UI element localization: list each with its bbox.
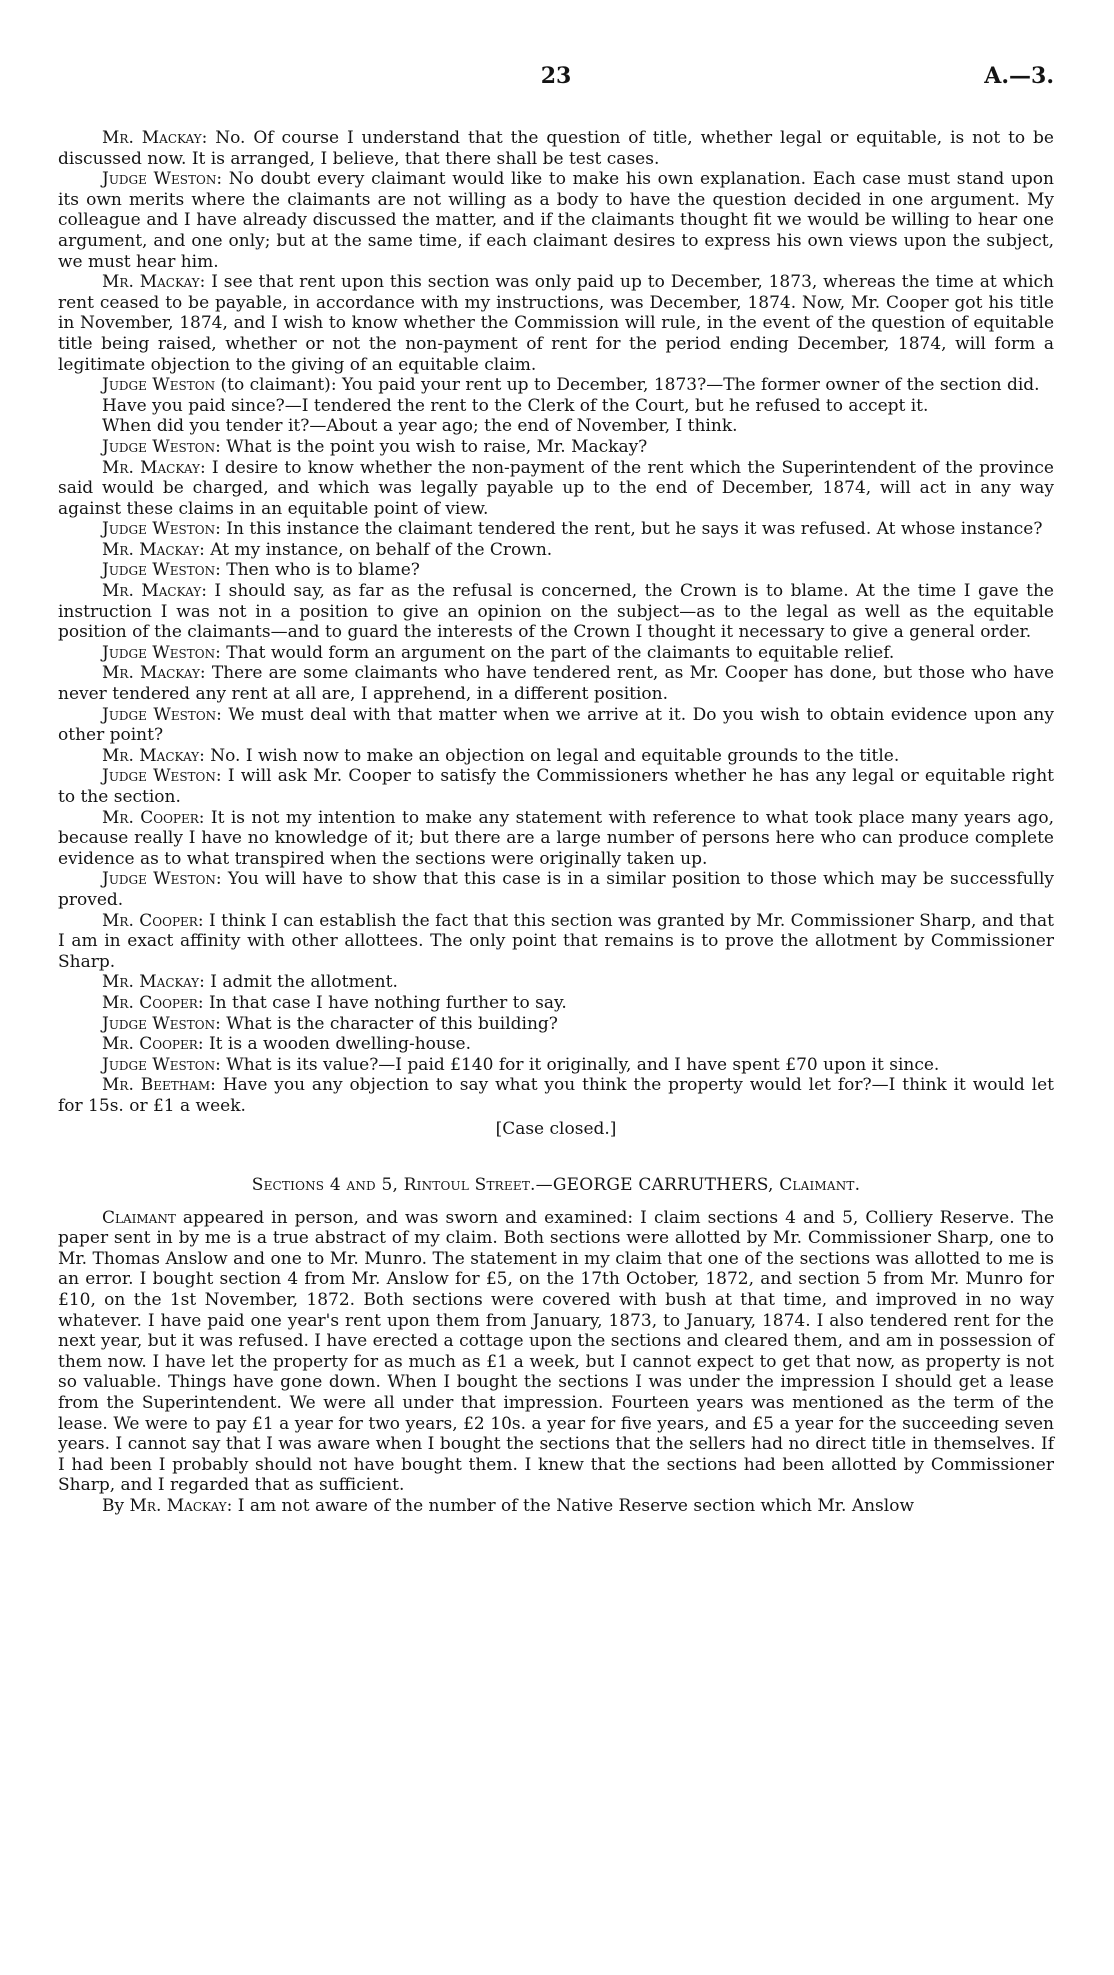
speaker-name: Mr. Mackay: [129, 1496, 227, 1516]
paragraph-text: Then who is to blame?: [226, 560, 420, 581]
paragraph-text: At my instance, on behalf of the Crown.: [210, 539, 553, 560]
speaker-separator: :: [215, 1054, 227, 1075]
speaker-name: Mr. Cooper: [102, 1034, 198, 1055]
paragraph-text: No. Of course I understand that the question of title, whether legal or equitable, is not to be discussed now. It is arranged, I believe, that there shall be test cases.: [58, 128, 1054, 169]
paragraph-text: Have you paid since?—I tendered the rent to the Clerk of the Court, but he refused to accept it.: [102, 395, 929, 416]
paragraph: [58, 416, 1054, 437]
paragraph: [58, 396, 1054, 417]
speaker-name: Mr. Mackay: [102, 272, 200, 293]
paragraph: [58, 272, 1054, 375]
section-heading-prefix: Sections 4 and 5, Rintoul Street.—: [251, 1175, 553, 1196]
paragraph-text: appeared in person, and was sworn and examined: I claim sections 4 and 5, Colliery Reserve. The paper sent in by me is a true abstract of my claim. Both sections were allotted by Mr. Commissioner Sharp, one to Mr. Thomas Anslow and one to Mr. Munro. The statement in my claim that one of the sections was allotted to me is an error. I bought section 4 from Mr. Anslow for £5, on the 17th October, 1872, and section 5 from Mr. Munro for £10, on the 1st November, 1872. Both sections were covered with bush at that time, and improved in no way whatever. I have paid one year's rent upon them from January, 1873, to January, 1874. I also tendered rent for the next year, but it was refused. I have erected a cottage upon the sections and cleared them, and am in possession of them now. I have let the property for as much as £1 a week, but I cannot expect to get that now, as property is not so valuable. Things have gone down. When I bought the sections I was under the impression I should get a lease from the Superintendent. We were all under that impression. Fourteen years was mentioned as the term of the lease. We were to pay £1 a year for two years, £2 10s. a year for five years, and £5 a year for the succeeding seven years. I cannot say that I was aware when I bought the sections that the sellers had no direct title in themselves. If I had been I probably should not have bought them. I knew that the sections had been allotted by Commissioner Sharp, and I regarded that as sufficient.: [58, 1207, 1054, 1496]
paragraph: [58, 458, 1054, 520]
speaker-separator: :: [201, 128, 216, 148]
speaker-name: Judge Weston: [102, 375, 216, 396]
speaker-name: Mr. Mackay: [102, 663, 200, 684]
speaker-name: Judge Weston: [102, 642, 216, 663]
speaker-name: Mr. Cooper: [102, 910, 198, 931]
speaker-separator: :: [199, 457, 212, 478]
speaker-name: Judge Weston: [102, 704, 217, 725]
paragraph-text: I will ask Mr. Cooper to satisfy the Commissioners whether he has any legal or equitable right to the section.: [58, 766, 1054, 807]
paragraph: [58, 705, 1054, 746]
paragraph: [58, 1034, 1054, 1055]
speaker-separator: :: [199, 663, 212, 684]
paragraph: [58, 560, 1054, 581]
speaker-name: Judge Weston: [102, 1013, 216, 1034]
speaker-separator: :: [201, 581, 215, 602]
document-reference: A.—3.: [984, 63, 1054, 89]
speaker-separator: :: [215, 436, 227, 457]
paragraph: [58, 1208, 1054, 1496]
speaker-separator: :: [215, 869, 228, 890]
speaker-name: Judge Weston: [102, 1054, 216, 1075]
speaker-name: Judge Weston: [102, 169, 217, 190]
paragraph-text: You will have to show that this case is in a similar position to those which may be successfully proved.: [58, 869, 1054, 910]
speaker-separator: :: [197, 910, 210, 931]
speaker-separator: :: [226, 1496, 238, 1516]
speaker-separator: (to claimant):: [215, 375, 342, 396]
speaker-name: Mr. Cooper: [102, 807, 199, 828]
paragraph-text: I should say, as far as the refusal is concerned, the Crown is to blame. At the time I gave the instruction I was not in a position to give an opinion on the subject—as to the legal as well as the equitable position of the claimants—and to guard the interests of the Crown I thought it necessary to give a general order.: [58, 581, 1054, 643]
paragraph-text: Have you any objection to say what you think the property would let for?—I think it would let for 15s. or £1 a week.: [58, 1075, 1054, 1116]
speaker-separator: :: [197, 992, 209, 1013]
speaker-name: Mr. Mackay: [102, 745, 200, 766]
paragraph-text: What is the character of this building?: [226, 1013, 558, 1034]
paragraph-text: No. I wish now to make an objection on legal and equitable grounds to the title.: [210, 745, 900, 766]
speaker-separator: :: [215, 519, 227, 540]
paragraph: [58, 1055, 1054, 1076]
speaker-separator: :: [215, 560, 227, 581]
paragraph: [58, 643, 1054, 664]
paragraph: [58, 540, 1054, 561]
speaker-name: Judge Weston: [102, 519, 216, 540]
speaker-separator: :: [199, 272, 212, 293]
document-page: [58, 63, 1055, 1517]
speaker-separator: :: [216, 169, 229, 190]
speaker-name: Judge Weston: [102, 560, 216, 581]
paragraph: [58, 766, 1054, 807]
paragraph: [58, 128, 1054, 169]
paragraph-prefix: By: [102, 1496, 130, 1516]
paragraph: [58, 1075, 1054, 1116]
paragraph-text: We must deal with that matter when we arrive at it. Do you wish to obtain evidence upon any other point?: [58, 704, 1054, 746]
paragraph-text: What is the point you wish to raise, Mr. Mackay?: [226, 436, 648, 457]
speaker-separator: :: [199, 972, 211, 993]
page-number: 23: [540, 63, 572, 89]
speaker-name: Mr. Mackay: [102, 539, 200, 560]
paragraph: [58, 437, 1054, 458]
paragraph-text: It is not my intention to make any statement with reference to what took place many years ago, because really I have no knowledge of it; but there are a large number of persons here who can produce complete evidence as to what transpired when the sections were originally taken up.: [58, 807, 1054, 869]
paragraph-text: I desire to know whether the non-payment of the rent which the Superintendent of the province said would be charged, and which was legally payable up to the end of December, 1874, will act in any way against these claims in an equitable point of view.: [58, 457, 1054, 519]
paragraph: [58, 911, 1054, 973]
speaker-separator: :: [215, 766, 228, 787]
paragraph-text: In that case I have nothing further to say.: [208, 992, 567, 1013]
case-closed-note: [Case closed.]: [495, 1118, 617, 1139]
speaker-name: Mr. Beetham: [102, 1075, 211, 1096]
speaker-separator: :: [216, 704, 229, 725]
section-heading-suffix: Claimant.: [773, 1175, 861, 1196]
section-heading: [58, 1175, 1054, 1196]
paragraph: [58, 581, 1054, 643]
paragraph-text: There are some claimants who have tendered rent, as Mr. Cooper has done, but those who have never tendered any rent at all are, I apprehend, in a different position.: [58, 663, 1055, 705]
paragraph: [58, 663, 1054, 704]
speaker-separator: :: [197, 1034, 209, 1055]
transcript-body: [58, 128, 1054, 1117]
paragraph-text: No doubt every claimant would like to make his own explanation. Each case must stand upon its own merits where the claimants are not willing as a body to have the question decided in one argument. My colleague and I have already discussed the matter, and if the claimants thought fit we would be willing to hear one argument, and one only; but at the same time, if each claimant desires to express his own views upon the subject, we must hear him.: [58, 169, 1054, 272]
speaker-name: Judge Weston: [102, 436, 216, 457]
page-header: [58, 63, 1054, 106]
paragraph-text: In this instance the claimant tendered the rent, but he says it was refused. At whose instance?: [226, 519, 1043, 540]
paragraph-text: I admit the allotment.: [210, 972, 398, 993]
claimant-testimony: [58, 1208, 1054, 1517]
speaker-name: Claimant: [102, 1207, 176, 1228]
speaker-separator: :: [199, 745, 211, 766]
paragraph-text: I see that rent upon this section was only paid up to December, 1873, whereas the time at which rent ceased to be payable, in accordance with my instructions, was December, 1874. Now, Mr. Cooper got his title in November, 1874, and I wish to know whether the Commission will rule, in the event of the question of equitable title being raised, whether or not the non-payment of rent for the period ending December, 1874, will form a legitimate objection to the giving of an equitable claim.: [58, 272, 1054, 375]
paragraph-text: You paid your rent up to December, 1873?—The former owner of the section did.: [341, 375, 1040, 396]
speaker-name: Mr. Cooper: [102, 992, 198, 1013]
paragraph-text: That would form an argument on the part of the claimants to equitable relief.: [226, 642, 895, 663]
paragraph-text: It is a wooden dwelling-house.: [208, 1034, 472, 1055]
paragraph-text: When did you tender it?—About a year ago; the end of November, I think.: [102, 416, 738, 437]
paragraph: [58, 519, 1054, 540]
paragraph: [58, 808, 1054, 870]
speaker-name: Judge Weston: [102, 869, 216, 890]
speaker-name: Mr. Mackay: [102, 972, 200, 993]
speaker-name: Mr. Mackay: [102, 128, 202, 148]
claimant-name: GEORGE CARRUTHERS,: [552, 1175, 774, 1196]
paragraph-text: I am not aware of the number of the Native Reserve section which Mr. Anslow: [237, 1496, 915, 1516]
speaker-name: Judge Weston: [102, 766, 216, 787]
speaker-name: Mr. Mackay: [102, 457, 200, 478]
speaker-separator: :: [215, 642, 227, 663]
speaker-separator: :: [199, 539, 211, 560]
speaker-separator: :: [198, 807, 211, 828]
paragraph: [58, 375, 1054, 396]
paragraph: [58, 1014, 1054, 1035]
speaker-separator: [176, 1208, 183, 1228]
speaker-separator: :: [210, 1075, 223, 1096]
paragraph: [58, 746, 1054, 767]
paragraph: [58, 972, 1054, 993]
paragraph: [58, 1496, 1054, 1517]
paragraph-text: I think I can establish the fact that this section was granted by Mr. Commissioner Sharp, and that I am in exact affinity with other allottees. The only point that remains is to prove the allotment by Commissioner Sharp.: [58, 910, 1054, 972]
speaker-name: Mr. Mackay: [102, 581, 202, 602]
paragraph: [58, 169, 1054, 272]
paragraph: [58, 993, 1054, 1014]
paragraph: [58, 869, 1054, 910]
paragraph-text: What is its value?—I paid £140 for it originally, and I have spent £70 upon it since.: [226, 1054, 940, 1075]
speaker-separator: :: [215, 1013, 227, 1034]
